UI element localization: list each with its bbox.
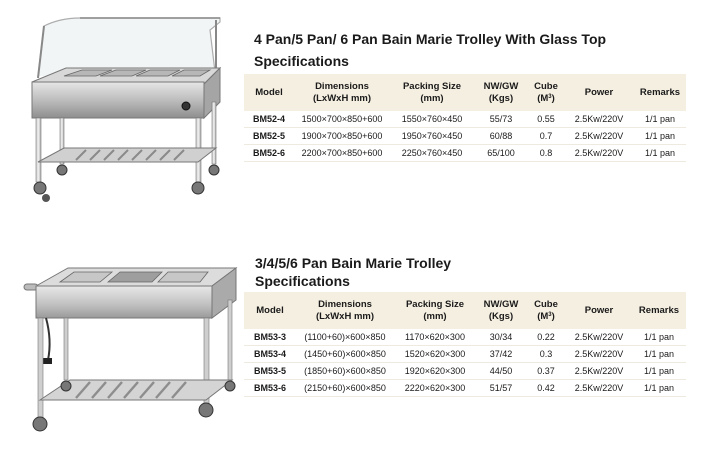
header-cube: Cube $(M^3)$	[526, 292, 566, 329]
cell-packing: 1950×760×450	[390, 128, 474, 145]
header-dimensions: Dimensions (LxWxH mm)	[294, 74, 390, 111]
cell-dimensions: (1100+60)×600×850	[296, 329, 394, 346]
header-packing: Packing Size (mm)	[394, 292, 476, 329]
cell-cube: 0.8	[528, 145, 564, 162]
cell-power: 2.5Kw/220V	[566, 329, 632, 346]
cell-packing: 1170×620×300	[394, 329, 476, 346]
product-image-open-trolley	[16, 260, 241, 440]
cell-model: BM52-6	[244, 145, 294, 162]
cell-remarks: 1/1 pan	[634, 128, 686, 145]
header-model: Model	[244, 74, 294, 111]
header-remarks: Remarks	[632, 292, 686, 329]
cell-dimensions: 2200×700×850+600	[294, 145, 390, 162]
section1-title: 4 Pan/5 Pan/ 6 Pan Bain Marie Trolley With Glass Top	[254, 31, 607, 47]
cell-dimensions: 1900×700×850+600	[294, 128, 390, 145]
cell-packing: 1520×620×300	[394, 346, 476, 363]
cell-cube: 0.37	[526, 363, 566, 380]
header-power: Power	[566, 292, 632, 329]
product-image-glass-top-trolley	[20, 12, 230, 204]
cell-power: 2.5Kw/220V	[566, 380, 632, 397]
cell-weight: 60/88	[474, 128, 528, 145]
section2-subtitle: Specifications	[255, 273, 350, 289]
spec-table-bm53	[244, 292, 686, 397]
cell-packing: 1920×620×300	[394, 363, 476, 380]
cell-cube: 0.7	[528, 128, 564, 145]
cell-model: BM53-4	[244, 346, 296, 363]
cell-remarks: 1/1 pan	[634, 111, 686, 128]
table-row	[244, 145, 686, 162]
section2-title: 3/4/5/6 Pan Bain Marie Trolley	[255, 255, 452, 271]
cell-remarks: 1/1 pan	[632, 329, 686, 346]
cell-packing: 1550×760×450	[390, 111, 474, 128]
header-power: Power	[564, 74, 634, 111]
cell-power: 2.5Kw/220V	[564, 145, 634, 162]
table-row	[244, 128, 686, 145]
cell-packing: 2220×620×300	[394, 380, 476, 397]
cell-cube: 0.3	[526, 346, 566, 363]
cell-power: 2.5Kw/220V	[566, 346, 632, 363]
cell-cube: 0.42	[526, 380, 566, 397]
header-dimensions: Dimensions (LxWxH mm)	[296, 292, 394, 329]
header-remarks: Remarks	[634, 74, 686, 111]
cell-weight: 37/42	[476, 346, 526, 363]
cell-remarks: 1/1 pan	[632, 380, 686, 397]
header-weight: NW/GW (Kgs)	[476, 292, 526, 329]
cell-model: BM53-6	[244, 380, 296, 397]
header-packing: Packing Size (mm)	[390, 74, 474, 111]
cell-dimensions: (1450+60)×600×850	[296, 346, 394, 363]
cell-power: 2.5Kw/220V	[564, 128, 634, 145]
cell-power: 2.5Kw/220V	[566, 363, 632, 380]
cell-weight: 30/34	[476, 329, 526, 346]
table-row	[244, 346, 686, 363]
table-row	[244, 380, 686, 397]
cell-packing: 2250×760×450	[390, 145, 474, 162]
table-row	[244, 329, 686, 346]
table-row	[244, 111, 686, 128]
cell-cube: 0.22	[526, 329, 566, 346]
cell-model: BM52-4	[244, 111, 294, 128]
cell-remarks: 1/1 pan	[632, 363, 686, 380]
table-row	[244, 363, 686, 380]
cell-dimensions: (1850+60)×600×850	[296, 363, 394, 380]
cell-weight: 51/57	[476, 380, 526, 397]
cell-weight: 55/73	[474, 111, 528, 128]
cell-model: BM52-5	[244, 128, 294, 145]
cell-model: BM53-5	[244, 363, 296, 380]
header-model: Model	[244, 292, 296, 329]
cell-model: BM53-3	[244, 329, 296, 346]
header-weight: NW/GW (Kgs)	[474, 74, 528, 111]
cell-weight: 65/100	[474, 145, 528, 162]
cell-power: 2.5Kw/220V	[564, 111, 634, 128]
cell-dimensions: 1500×700×850+600	[294, 111, 390, 128]
cell-remarks: 1/1 pan	[634, 145, 686, 162]
cell-cube: 0.55	[528, 111, 564, 128]
section1-subtitle: Specifications	[254, 53, 349, 69]
cell-remarks: 1/1 pan	[632, 346, 686, 363]
spec-table-bm52	[244, 74, 686, 162]
header-cube: Cube $(M^3)$	[528, 74, 564, 111]
cell-dimensions: (2150+60)×600×850	[296, 380, 394, 397]
cell-weight: 44/50	[476, 363, 526, 380]
